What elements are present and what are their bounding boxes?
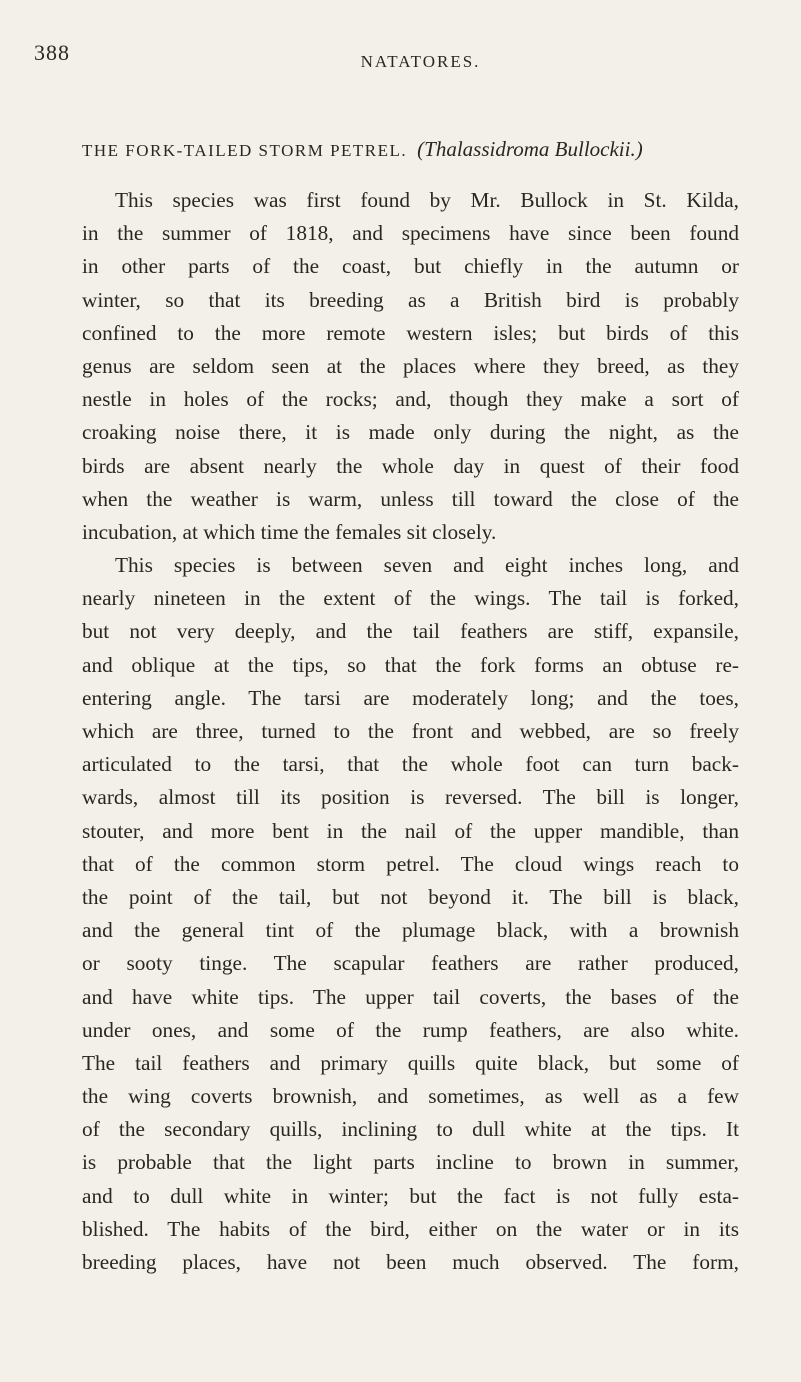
text-line: of the secondary quills, inclining to dull white at the tips. It [82, 1117, 739, 1142]
body-text [82, 184, 739, 1279]
text-line: in other parts of the coast, but chiefly in the autumn or [82, 254, 739, 279]
text-line: when the weather is warm, unless till toward the close of the [82, 486, 739, 511]
text-line: nestle in holes of the rocks; and, though they make a sort of [82, 387, 739, 412]
text-line: and to dull white in winter; but the fact is not fully esta- [82, 1183, 739, 1208]
text-line: and have white tips. The upper tail coverts, the bases of the [82, 984, 739, 1009]
text-line: croaking noise there, it is made only during the night, as the [82, 420, 739, 445]
text-line: nearly nineteen in the extent of the wings. The tail is forked, [82, 586, 739, 611]
text-line: that of the common storm petrel. The cloud wings reach to [82, 851, 739, 876]
text-line: the point of the tail, but not beyond it. The bill is black, [82, 884, 739, 909]
text-line: under ones, and some of the rump feathers, are also white. [82, 1017, 739, 1042]
text-line: birds are absent nearly the whole day in quest of their food [82, 453, 739, 478]
text-line: but not very deeply, and the tail feathers are stiff, expansile, [82, 619, 739, 644]
text-line: or sooty tinge. The scapular feathers are rather produced, [82, 951, 739, 976]
text-line: This species is between seven and eight inches long, and [115, 553, 739, 578]
text-line: and oblique at the tips, so that the fork forms an obtuse re- [82, 652, 739, 677]
running-head: NATATORES. [360, 52, 481, 71]
heading-latin-name: (Thalassidroma Bullockii.) [417, 137, 643, 161]
text-line: wards, almost till its position is reversed. The bill is longer, [82, 785, 739, 810]
text-line: which are three, turned to the front and webbed, are so freely [82, 719, 739, 743]
section-heading [82, 137, 643, 162]
text-line: confined to the more remote western isles; but birds of this [82, 320, 739, 345]
text-line: winter, so that its breeding as a British bird is probably [82, 287, 739, 312]
text-line: This species was first found by Mr. Bullock in St. Kilda, [115, 188, 739, 212]
text-line: The tail feathers and primary quills quite black, but some of [82, 1050, 739, 1075]
text-line: and the general tint of the plumage black, with a brownish [82, 918, 739, 943]
heading-common-name: THE FORK-TAILED STORM PETREL. [82, 141, 408, 160]
text-line: breeding places, have not been much observed. The form, [82, 1250, 739, 1274]
text-line: stouter, and more bent in the nail of the upper mandible, than [82, 818, 739, 843]
text-line: entering angle. The tarsi are moderately long; and the toes, [82, 685, 739, 710]
text-line: the wing coverts brownish, and sometimes, as well as a few [82, 1084, 739, 1109]
text-line: blished. The habits of the bird, either on the water or in its [82, 1216, 739, 1241]
text-line: is probable that the light parts incline to brown in summer, [82, 1150, 739, 1175]
text-line: in the summer of 1818, and specimens have since been found [82, 221, 739, 246]
text-line: incubation, at which time the females sit closely. [82, 519, 497, 544]
text-line: genus are seldom seen at the places where they breed, as they [82, 353, 739, 378]
text-line: articulated to the tarsi, that the whole foot can turn back- [82, 752, 739, 777]
page-number: 388 [34, 40, 70, 65]
